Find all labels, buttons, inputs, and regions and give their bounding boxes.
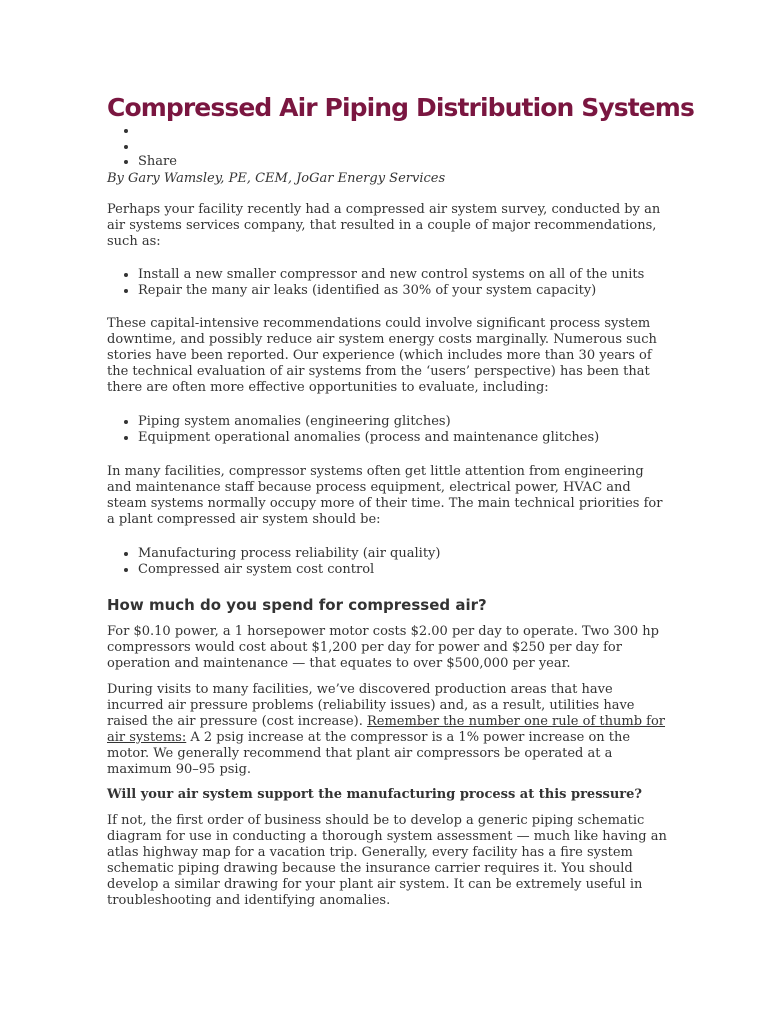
article bbox=[107, 92, 694, 909]
spend-paragraph: For $0.10 power, a 1 horsepower motor costs $2.00 per day to operate. Two 300 hp compressors would cost about $1,200 per day for power and $250 per day for operation and maintenance — that equates to over $500,000 per year. bbox=[107, 623, 659, 671]
share-list bbox=[107, 123, 667, 170]
share-link[interactable]: • Share bbox=[138, 154, 667, 170]
recommendations-list bbox=[107, 267, 667, 299]
capital-paragraph: These capital-intensive recommendations could involve significant process system downtime, and possibly reduce air system energy costs marginally. Numerous such stories have been reported. Our experience (which includes more than 30 years of the technical evaluation of air systems from the ‘users’ perspective) has been that there are often more effective opportunities to evaluate, including: bbox=[107, 315, 657, 395]
byline: By Gary Wamsley, PE, CEM, JoGar Energy Services bbox=[107, 170, 446, 186]
visits-paragraph bbox=[107, 682, 667, 778]
list-item: • Repair the many air leaks (identified as 30% of your system capacity) bbox=[138, 283, 667, 299]
visits-text-start: During visits to many facilities, we’ve discovered production areas that have incurred air pressure problems (reliability issues) and, as a result, utilities have raised the air pressure (cost increase). bbox=[107, 681, 635, 729]
support-question: Will your air system support the manufacturing process at this pressure? bbox=[107, 786, 643, 802]
article-title: Compressed Air Piping Distribution Systems bbox=[107, 93, 694, 122]
spend-heading: How much do you spend for compressed air? bbox=[107, 595, 487, 614]
list-item: • Compressed air system cost control bbox=[138, 562, 667, 578]
rule-of-thumb-text: Remember the number one rule of thumb for air systems: bbox=[107, 713, 666, 745]
list-item: • Manufacturing process reliability (air quality) bbox=[138, 546, 667, 562]
intro-paragraph: Perhaps your facility recently had a compressed air system survey, conducted by an air systems services company, that resulted in a couple of major recommendations, such as: bbox=[107, 201, 661, 249]
share-item-1[interactable] bbox=[138, 123, 667, 139]
attention-paragraph: In many facilities, compressor systems often get little attention from engineering and maintenance staff because process equipment, electrical power, HVAC and steam systems normally occupy more of their time. The main technical priorities for a plant compressed air system should be: bbox=[107, 463, 663, 527]
priorities-list bbox=[107, 546, 667, 578]
share-item-2[interactable] bbox=[138, 139, 667, 155]
list-item: • Install a new smaller compressor and new control systems on all of the units bbox=[138, 267, 667, 283]
schematic-paragraph: If not, the first order of business should be to develop a generic piping schematic diagram for use in conducting a thorough system assessment — much like having an atlas highway map for a vacation trip. Generally, every facility has a fire system schematic piping drawing because the insurance carrier requires it. You should develop a similar drawing for your plant air system. It can be extremely useful in troubleshooting and identifying anomalies. bbox=[107, 812, 667, 908]
list-item: • Piping system anomalies (engineering glitches) bbox=[138, 414, 667, 430]
list-item: • Equipment operational anomalies (process and maintenance glitches) bbox=[138, 430, 667, 446]
visits-text-end: A 2 psig increase at the compressor is a 1% power increase on the motor. We generally recommend that plant air compressors be operated at a maximum 90–95 psig. bbox=[107, 729, 631, 777]
opportunities-list bbox=[107, 414, 667, 446]
